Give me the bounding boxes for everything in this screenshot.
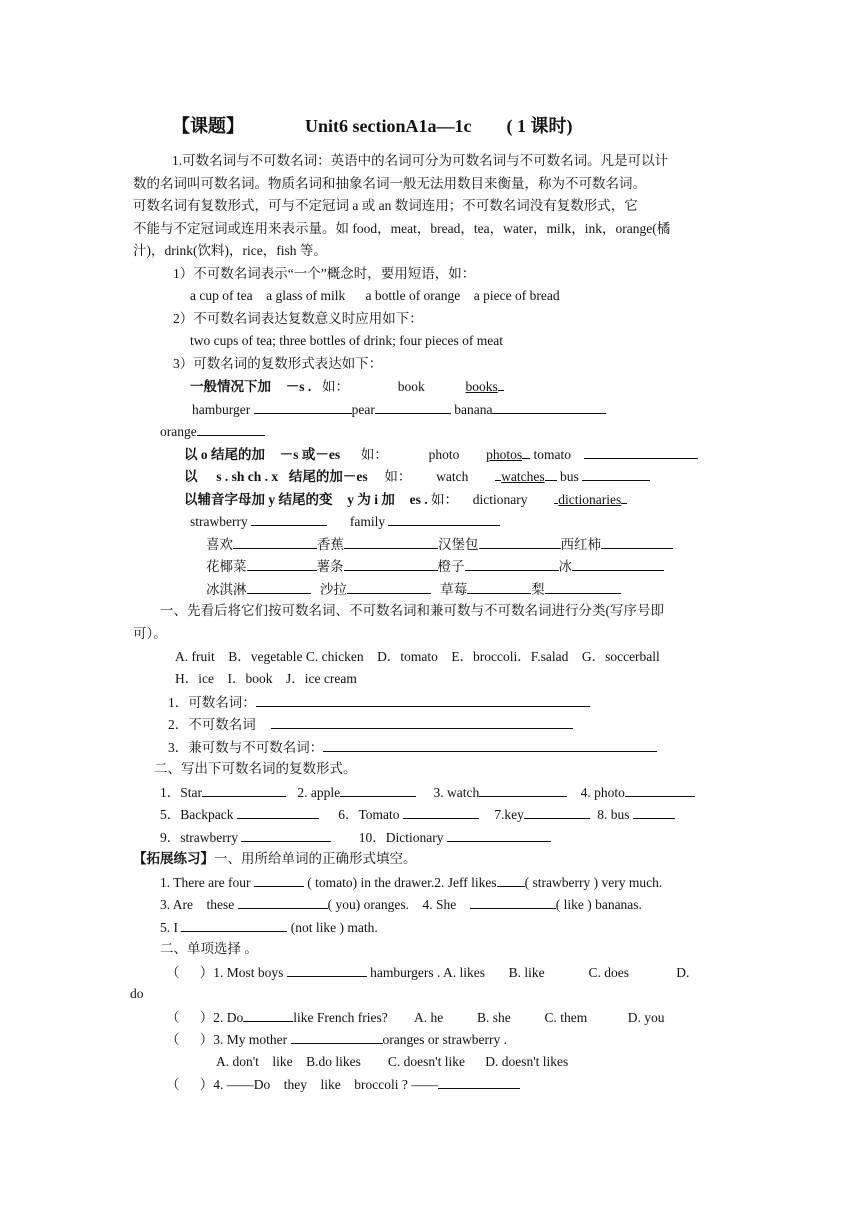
o-rule-suffix: －s 或－es bbox=[279, 447, 341, 462]
mc-text: like French fries? bbox=[293, 1010, 388, 1025]
mc-text: oranges or strawberry . bbox=[382, 1032, 507, 1047]
answer-blank[interactable] bbox=[291, 1029, 383, 1044]
answer-blank[interactable] bbox=[254, 872, 304, 887]
cn-word: 梨 bbox=[531, 582, 545, 597]
mc-text: 4. ——Do they like broccoli ? —— bbox=[213, 1077, 439, 1092]
intro-line-4: 不能与不定冠词或连用来表示量。如 food，meat，bread，tea，water，milk，ink，orange(橘 bbox=[133, 221, 671, 236]
cn-word: 西红柿 bbox=[560, 537, 601, 552]
answer-blank[interactable] bbox=[202, 782, 286, 797]
ext-text: ( like ) bananas. bbox=[555, 897, 642, 912]
ex1-head-2: 可）。 bbox=[133, 626, 167, 641]
general-rule bbox=[190, 376, 504, 397]
rule2-head: 2）不可数名词表达复数意义时应用如下： bbox=[173, 311, 423, 326]
fill-blank[interactable] bbox=[247, 556, 317, 571]
general-suffix: －s . bbox=[285, 379, 312, 394]
answer-blank[interactable] bbox=[323, 737, 657, 752]
mc-text: C. them bbox=[544, 1010, 588, 1025]
fill-word-strawberry: strawberry bbox=[190, 514, 248, 529]
mc-text: C. does bbox=[588, 965, 630, 980]
intro-line-5: 汁)，drink(饮料)，rice，fish 等。 bbox=[133, 243, 327, 258]
answer-blank[interactable] bbox=[271, 714, 573, 729]
answer-blank[interactable] bbox=[625, 782, 695, 797]
fill-blank[interactable] bbox=[572, 556, 664, 571]
ext-head: 一、用所给单词的正确形式填空。 bbox=[214, 851, 417, 866]
fill-blank[interactable] bbox=[197, 421, 265, 436]
ex2-item: 9．strawberry bbox=[160, 830, 238, 845]
cn-word: 冰 bbox=[558, 559, 572, 574]
ext-line-2 bbox=[160, 894, 642, 915]
ex2-row-3 bbox=[160, 827, 551, 848]
mc-text: 1. Most boys bbox=[213, 965, 284, 980]
mc-q2 bbox=[166, 1007, 664, 1028]
cn-row-1 bbox=[206, 534, 673, 555]
general-word: book bbox=[397, 379, 425, 394]
general-fill-row bbox=[192, 399, 606, 420]
ex2-item: 6．Tomato bbox=[338, 807, 400, 822]
answer-paren[interactable]: （ ） bbox=[166, 1010, 214, 1025]
y-rule bbox=[184, 489, 627, 510]
general-label: 一般情况下加 bbox=[190, 379, 271, 394]
ex2-item: 2. apple bbox=[297, 785, 341, 800]
s-rule-tail: 结尾的加－es bbox=[288, 469, 368, 484]
cn-word: 薯条 bbox=[316, 559, 344, 574]
o-rule bbox=[184, 444, 698, 465]
ext-head-row bbox=[133, 849, 417, 869]
fill-blank[interactable] bbox=[251, 511, 327, 526]
answer-blank[interactable] bbox=[470, 894, 556, 909]
answer-blank[interactable] bbox=[447, 827, 551, 842]
s-rule-word2: bus bbox=[559, 469, 579, 484]
mc-text: hamburgers . A. likes bbox=[370, 965, 486, 980]
ex1-q3 bbox=[168, 737, 657, 758]
mc-q3-options: A. don't like B.do likes C. doesn't like D. doesn't likes bbox=[216, 1054, 569, 1069]
fill-blank[interactable] bbox=[375, 399, 451, 414]
ext-text: 5. I bbox=[160, 920, 178, 935]
answer-blank[interactable] bbox=[524, 804, 590, 819]
intro-line-1: 1.可数名词与不可数名词：英语中的名词可分为可数名词与不可数名词。凡是可以计 bbox=[172, 153, 669, 168]
answer-paren[interactable]: （ ） bbox=[166, 965, 214, 980]
title-period: ( 1 课时) bbox=[506, 116, 573, 136]
ex2-item: 1．Star bbox=[160, 785, 202, 800]
mc-q1-wrap: do bbox=[130, 986, 144, 1001]
answer-blank[interactable] bbox=[181, 917, 287, 932]
ex1-q2-label: 2．不可数名词 bbox=[168, 717, 256, 732]
cn-word: 橙子 bbox=[437, 559, 465, 574]
o-rule-word: photo bbox=[428, 447, 460, 462]
o-rule-label: 以 o 结尾的加 bbox=[184, 447, 265, 462]
mc-text: B. she bbox=[476, 1010, 511, 1025]
fill-blank[interactable] bbox=[247, 579, 311, 594]
answer-blank[interactable] bbox=[438, 1074, 520, 1089]
answer-blank[interactable] bbox=[243, 1007, 293, 1022]
fill-blank[interactable] bbox=[492, 399, 606, 414]
ex2-row-1 bbox=[160, 782, 695, 803]
y-rule-answer: dictionaries bbox=[558, 492, 622, 507]
ex2-head: 二、写出下可数名词的复数形式。 bbox=[154, 761, 357, 776]
answer-paren[interactable]: （ ） bbox=[166, 1077, 214, 1092]
mc-q1 bbox=[166, 962, 689, 983]
ext-tag: 【拓展练习】 bbox=[133, 851, 214, 866]
ex1-items-1: A. fruit B．vegetable C. chicken D．tomato E．broccoli．F.salad G．soccerball bbox=[175, 649, 660, 664]
ext-text: 3. Are these bbox=[160, 897, 235, 912]
general-answer: books bbox=[465, 379, 498, 394]
ex1-head: 一、先看后将它们按可数名词、不可数名词和兼可数与不可数名词进行分类(写序号即 bbox=[160, 603, 664, 618]
cn-word: 沙拉 bbox=[319, 582, 347, 597]
fill-blank[interactable] bbox=[584, 444, 698, 459]
ex1-items-2: H．ice I．book J．ice cream bbox=[175, 671, 357, 686]
fill-blank[interactable] bbox=[465, 556, 559, 571]
o-rule-ru: 如： bbox=[360, 447, 388, 462]
mc-text: D. bbox=[676, 965, 690, 980]
ext-text: ( strawberry ) very much. bbox=[524, 875, 663, 890]
o-rule-answer: photos bbox=[486, 447, 523, 462]
answer-blank[interactable] bbox=[340, 782, 416, 797]
fill-word-family: family bbox=[349, 514, 386, 529]
title-unit: Unit6 sectionA1a—1c bbox=[305, 116, 472, 136]
y-rule-ru: 如： bbox=[431, 492, 459, 507]
cn-word: 香蕉 bbox=[317, 537, 344, 552]
intro-line-3: 可数名词有复数形式，可与不定冠词 a 或 an 数词连用；不可数名词没有复数形式，它 bbox=[133, 198, 638, 213]
mc-text: B. like bbox=[508, 965, 545, 980]
fill-word-orange: orange bbox=[160, 424, 197, 439]
cn-row-3 bbox=[206, 579, 621, 600]
y-rule-es: es . bbox=[409, 492, 428, 507]
cn-word: 汉堡包 bbox=[438, 537, 479, 552]
s-rule-word: watch bbox=[436, 469, 469, 484]
fill-blank[interactable] bbox=[467, 579, 531, 594]
intro-line-2: 数的名词叫可数名词。物质名词和抽象名词一般无法用数目来衡量，称为不可数名词。 bbox=[133, 176, 646, 191]
ext-line-1 bbox=[160, 872, 662, 893]
s-rule-ru: 如： bbox=[384, 469, 412, 484]
cn-word: 冰淇淋 bbox=[206, 582, 247, 597]
ext-line-3 bbox=[160, 917, 378, 938]
o-rule-word2: tomato bbox=[533, 447, 572, 462]
rule1-example: a cup of tea a glass of milk a bottle of orange a piece of bread bbox=[190, 288, 560, 303]
fill-blank[interactable] bbox=[582, 466, 650, 481]
mc-head: 二、单项选择 。 bbox=[160, 941, 258, 956]
answer-blank[interactable] bbox=[479, 782, 567, 797]
fill-blank[interactable] bbox=[344, 556, 438, 571]
answer-blank[interactable] bbox=[256, 692, 590, 707]
fill-blank[interactable] bbox=[233, 534, 317, 549]
general-ru: 如： bbox=[322, 379, 350, 394]
mc-text: 3. My mother bbox=[213, 1032, 288, 1047]
y-fill-row bbox=[190, 511, 500, 532]
mc-text: A. he bbox=[413, 1010, 444, 1025]
ext-text: ( you) oranges. 4. She bbox=[327, 897, 457, 912]
answer-blank[interactable] bbox=[633, 804, 675, 819]
rule3-head: 3）可数名词的复数形式表达如下： bbox=[173, 356, 383, 371]
ex2-item: 10．Dictionary bbox=[358, 830, 444, 845]
general-fill-row-2 bbox=[160, 421, 265, 442]
ex1-q3-label: 3．兼可数与不可数名词： bbox=[168, 740, 324, 755]
mc-text: 2. Do bbox=[213, 1010, 244, 1025]
title-tag: 【课题】 bbox=[172, 116, 244, 136]
mc-q4 bbox=[166, 1074, 520, 1095]
fill-blank[interactable] bbox=[545, 579, 621, 594]
fill-blank[interactable] bbox=[601, 534, 673, 549]
answer-blank[interactable] bbox=[497, 872, 525, 887]
rule1-head: 1）不可数名词表示“一个”概念时，要用短语，如： bbox=[173, 266, 476, 281]
ext-text: ( tomato) in the drawer.2. Jeff likes bbox=[307, 875, 497, 890]
answer-blank[interactable] bbox=[241, 827, 331, 842]
fill-word-pear: pear bbox=[351, 402, 375, 417]
fill-word-hamburger: hamburger bbox=[192, 402, 251, 417]
s-rule-letters: s . sh ch . x bbox=[216, 469, 279, 484]
ex2-item: 4. photo bbox=[580, 785, 625, 800]
answer-blank[interactable] bbox=[403, 804, 479, 819]
answer-blank[interactable] bbox=[238, 894, 328, 909]
cn-word: 花椰菜 bbox=[206, 559, 247, 574]
ex2-item: 7.key bbox=[494, 807, 524, 822]
fill-blank[interactable] bbox=[344, 534, 438, 549]
mc-q3 bbox=[166, 1029, 507, 1050]
mc-text: D. you bbox=[627, 1010, 665, 1025]
y-rule-label: 以辅音字母加 y 结尾的变 bbox=[184, 492, 333, 507]
ex1-q1 bbox=[168, 692, 590, 713]
ex1-q1-label: 1．可数名词： bbox=[168, 695, 256, 710]
y-rule-y: y 为 i 加 bbox=[347, 492, 395, 507]
ex2-row-2 bbox=[160, 804, 675, 825]
answer-blank[interactable] bbox=[237, 804, 319, 819]
ext-text: (not like ) math. bbox=[290, 920, 378, 935]
cn-row-2 bbox=[206, 556, 664, 577]
s-rule-label: 以 bbox=[184, 469, 198, 484]
ex2-item: 3. watch bbox=[433, 785, 480, 800]
fill-word-banana: banana bbox=[454, 402, 493, 417]
ex1-q2 bbox=[168, 714, 573, 735]
fill-blank[interactable] bbox=[254, 399, 352, 414]
ext-text: 1. There are four bbox=[160, 875, 251, 890]
y-rule-word: dictionary bbox=[472, 492, 528, 507]
fill-blank[interactable] bbox=[388, 511, 500, 526]
rule2-example: two cups of tea; three bottles of drink; four pieces of meat bbox=[190, 333, 504, 348]
cn-word: 喜欢 bbox=[206, 537, 233, 552]
answer-blank[interactable] bbox=[287, 962, 367, 977]
cn-word: 草莓 bbox=[440, 582, 468, 597]
s-rule bbox=[184, 466, 650, 487]
ex2-item: 5．Backpack bbox=[160, 807, 234, 822]
page-title bbox=[172, 116, 572, 136]
fill-blank[interactable] bbox=[479, 534, 561, 549]
fill-blank[interactable] bbox=[347, 579, 431, 594]
ex2-item: 8. bus bbox=[597, 807, 630, 822]
answer-paren[interactable]: （ ） bbox=[166, 1032, 214, 1047]
s-rule-answer: watches bbox=[501, 469, 545, 484]
